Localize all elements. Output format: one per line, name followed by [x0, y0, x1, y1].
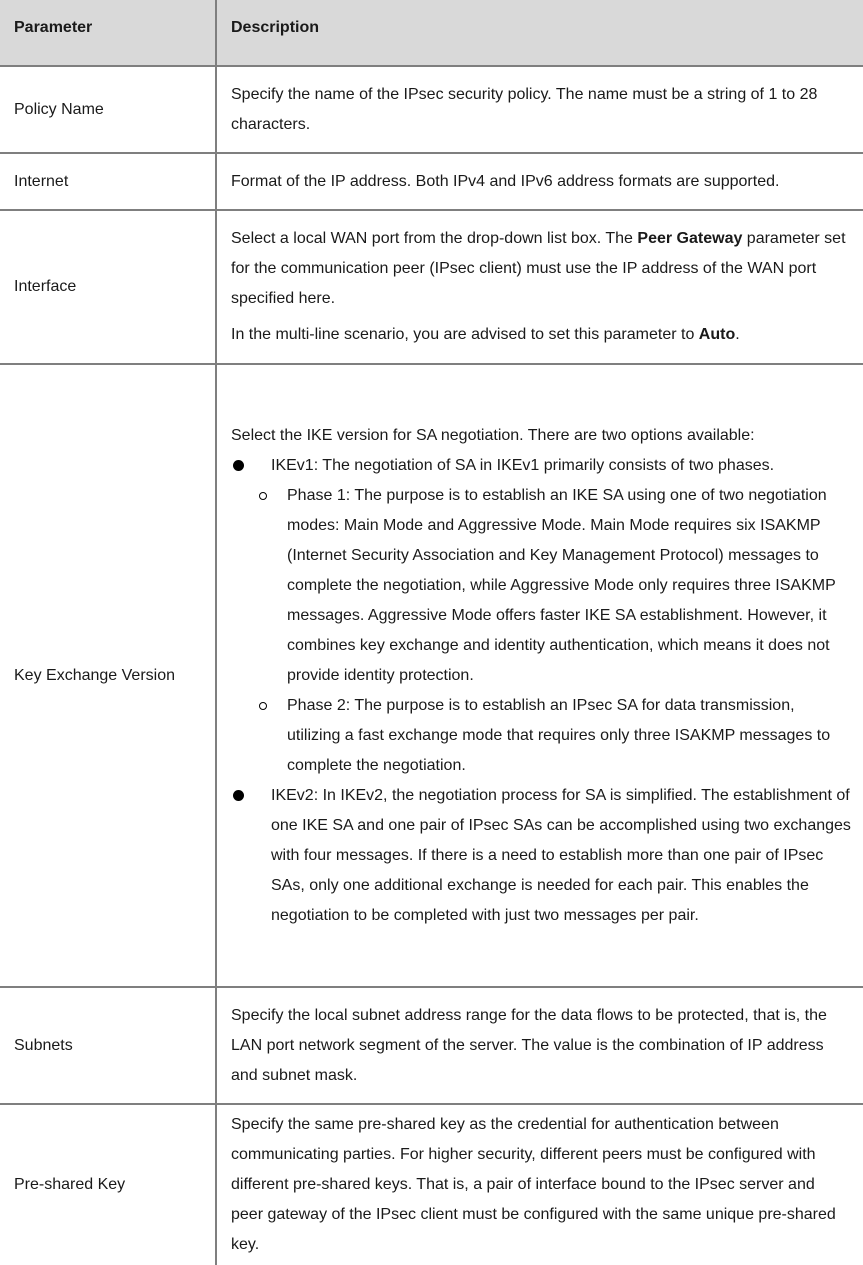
description-text: Format of the IP address. Both IPv4 and IPv6 address formats are supported. [231, 172, 780, 190]
param-description [216, 210, 863, 364]
table-row [0, 66, 863, 153]
table-row [0, 153, 863, 210]
description-text: Specify the same pre-shared key as the credential for authentication between communicating parties. For higher security, different peers must be configured with different pre-shared keys. That is, a pair of interface bound to the IPsec server and peer gateway of the IPsec client must be configured with the same unique pre-shared key. [231, 1116, 836, 1253]
param-description [216, 153, 863, 210]
param-name: Pre-shared Key [0, 1104, 216, 1265]
circle-bullet-icon [259, 481, 287, 511]
list-item: IKEv1: The negotiation of SA in IKEv1 primarily consists of two phases. [231, 451, 851, 481]
description-text: In the multi-line scenario, you are advised to set this parameter to Auto. [231, 326, 740, 343]
description-text: Select the IKE version for SA negotiation. There are two options available: [231, 426, 755, 444]
table-row [0, 987, 863, 1104]
peer-gateway-term: Peer Gateway [637, 230, 743, 247]
auto-term: Auto [698, 326, 736, 343]
circle-bullet-icon [259, 691, 287, 721]
param-name: Key Exchange Version [0, 364, 216, 987]
param-name: Internet [0, 153, 216, 210]
param-description [216, 364, 863, 987]
list-item: Phase 2: The purpose is to establish an IPsec SA for data transmission, utilizing a fast exchange mode that requires only three ISAKMP messages to complete the negotiation. [259, 691, 851, 781]
param-description [216, 66, 863, 153]
param-description [216, 1104, 863, 1265]
column-header-description: Description [216, 0, 863, 66]
table-row [0, 1104, 863, 1265]
table-header-row [0, 0, 863, 66]
column-header-parameter: Parameter [0, 0, 216, 66]
bullet-icon [231, 781, 271, 811]
list-item: IKEv2: In IKEv2, the negotiation process for SA is simplified. The establishment of one IKE SA and one pair of IPsec SAs can be accomplished using two exchanges with four messages. If there is a need to establish more than one pair of IPsec SAs, only one additional exchange is needed for each pair. This enables the negotiation to be completed with just two messages per pair. [231, 781, 851, 931]
table-row [0, 364, 863, 987]
description-text: Specify the local subnet address range for the data flows to be protected, that is, the LAN port network segment of the server. The value is the combination of IP address and subnet mask. [231, 1006, 827, 1084]
param-name: Subnets [0, 987, 216, 1104]
table-row [0, 210, 863, 364]
list-item: Phase 1: The purpose is to establish an IKE SA using one of two negotiation modes: Main Mode and Aggressive Mode. Main Mode requires six ISAKMP (Internet Security Association and Key Management Protocol) messages to complete the negotiation, while Aggressive Mode only requires three ISAKMP messages. Aggressive Mode offers faster IKE SA establishment. However, it combines key exchange and identity authentication, which means it does not provide identity protection. [259, 481, 851, 691]
description-text: Select a local WAN port from the drop-down list box. The Peer Gateway parameter set for the communication peer (IPsec client) must use the IP address of the WAN port specified here. [231, 230, 846, 307]
description-text: Specify the name of the IPsec security policy. The name must be a string of 1 to 28 characters. [231, 85, 818, 133]
param-description [216, 987, 863, 1104]
param-name: Policy Name [0, 66, 216, 153]
bullet-icon [231, 451, 271, 481]
param-name: Interface [0, 210, 216, 364]
